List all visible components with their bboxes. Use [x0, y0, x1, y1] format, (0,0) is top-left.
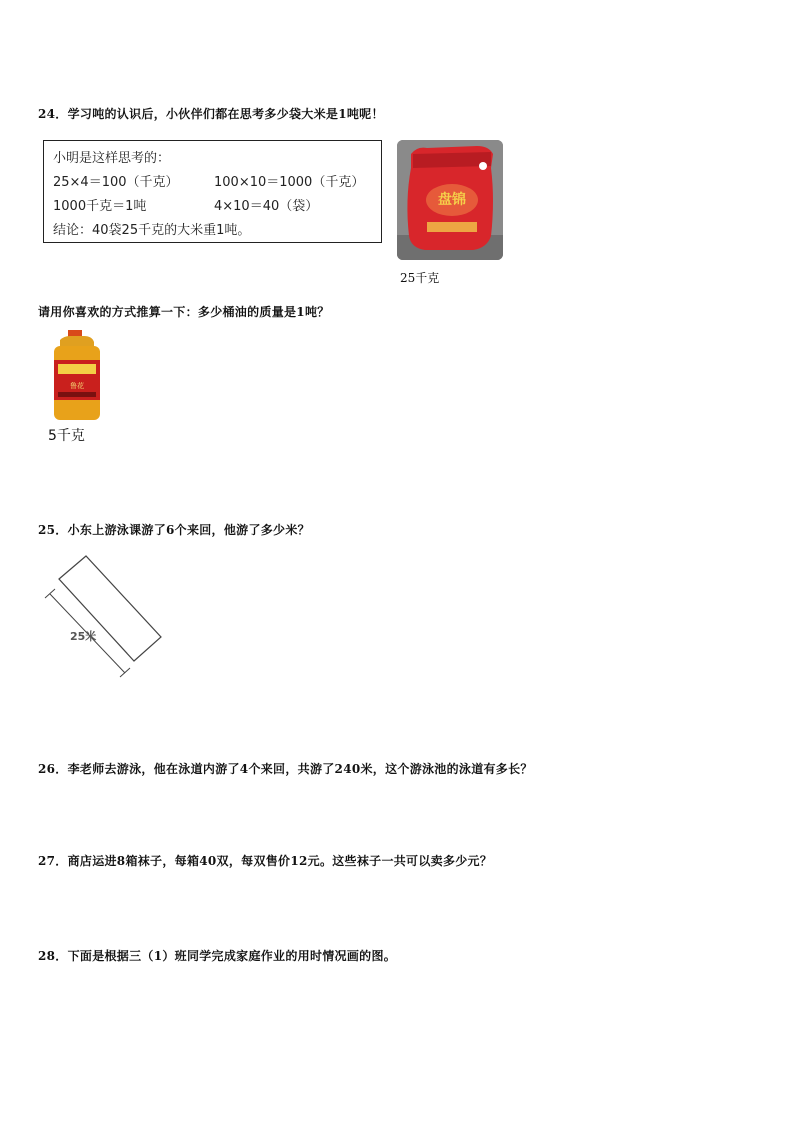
- pool-length-label: 25米: [70, 630, 97, 643]
- rice-caption: 25千克: [400, 271, 440, 285]
- box-line-2b: 100×10＝1000（千克）: [214, 175, 365, 190]
- svg-text:鲁花: 鲁花: [70, 382, 84, 390]
- dimension-tick-start: [45, 589, 55, 598]
- pool-diagram: [40, 553, 170, 683]
- question-24: 24．学习吨的认识后，小伙伴们都在思考多少袋大米是1吨呢！: [38, 107, 384, 121]
- question-26: 26．李老师去游泳，他在泳道内游了4个来回，共游了240米，这个游泳池的泳道有多长？: [38, 762, 533, 776]
- box-line-4: 结论：40袋25千克的大米重1吨。: [53, 223, 251, 238]
- pool-rectangle: [59, 556, 161, 661]
- question-28: 28．下面是根据三（1）班同学完成家庭作业的用时情况画的图。: [38, 949, 397, 963]
- question-27: 27．商店运进8箱袜子，每箱40双，每双售价12元。这些袜子一共可以卖多少元？: [38, 854, 493, 868]
- rice-bag-image: [397, 140, 503, 260]
- box-line-3b: 4×10＝40（袋）: [214, 199, 319, 214]
- box-line-2a: 25×4＝100（千克）: [53, 175, 179, 190]
- box-line-3a: 1000千克＝1吨: [53, 199, 147, 214]
- oil-prompt: 请用你喜欢的方式推算一下：多少桶油的质量是1吨？: [38, 305, 330, 319]
- box-line-1: 小明是这样思考的：: [53, 151, 171, 166]
- svg-text:盘锦: 盘锦: [438, 192, 466, 208]
- thinking-box: [43, 140, 382, 243]
- oil-bottle-image: [48, 330, 106, 422]
- question-25: 25．小东上游泳课游了6个来回，他游了多少米？: [38, 523, 310, 537]
- oil-caption: 5千克: [48, 428, 85, 444]
